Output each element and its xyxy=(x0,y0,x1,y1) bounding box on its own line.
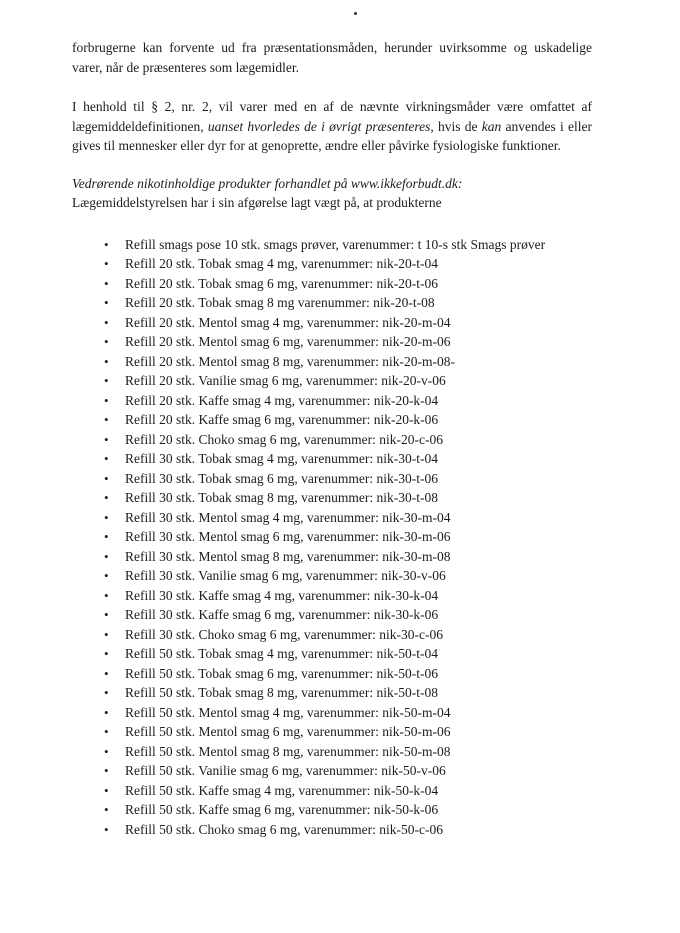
bullet-icon: • xyxy=(104,646,109,661)
product-list-item xyxy=(104,508,592,528)
product-text: Refill 30 stk. Vanilie smag 6 mg, varenummer: nik-30-v-06 xyxy=(125,568,446,583)
bullet-icon: • xyxy=(104,685,109,700)
bullet-icon: • xyxy=(104,256,109,271)
bullet-icon: • xyxy=(104,431,109,447)
bullet-icon: • xyxy=(104,821,109,837)
product-text: Refill 30 stk. Kaffe smag 4 mg, varenummer: nik-30-k-04 xyxy=(125,587,439,603)
bullet-icon: • xyxy=(104,529,109,544)
product-text: Refill 50 stk. Mentol smag 4 mg, varenummer: nik-50-m-04 xyxy=(125,704,451,720)
bullet-icon: • xyxy=(104,665,109,681)
product-list-item xyxy=(104,703,592,723)
bullet-icon: • xyxy=(104,373,109,388)
product-list-item xyxy=(104,235,592,255)
product-text: Refill 50 stk. Mentol smag 8 mg, varenummer: nik-50-m-08 xyxy=(125,743,451,759)
bullet-icon: • xyxy=(104,275,109,291)
product-text: Refill 20 stk. Mentol smag 4 mg, varenummer: nik-20-m-04 xyxy=(125,314,451,330)
paragraph-1: forbrugerne kan forvente ud fra præsentationsmåden, herunder uvirksomme og uskadelige varer, når de præsenteres som lægemidler. xyxy=(72,40,592,75)
bullet-icon: • xyxy=(104,802,109,817)
bullet-icon: • xyxy=(104,412,109,427)
product-list-item xyxy=(104,293,592,313)
product-text: Refill 30 stk. Tobak smag 4 mg, varenummer: nik-30-t-04 xyxy=(125,451,439,466)
product-list-item xyxy=(104,527,592,547)
bullet-icon: • xyxy=(104,451,109,466)
product-text: Refill 50 stk. Kaffe smag 4 mg, varenummer: nik-50-k-04 xyxy=(125,782,439,798)
product-list-item xyxy=(104,683,592,703)
product-list-item xyxy=(104,449,592,469)
document-page xyxy=(72,38,592,839)
product-text: Refill 20 stk. Kaffe smag 6 mg, varenummer: nik-20-k-06 xyxy=(125,412,439,427)
product-list-item xyxy=(104,761,592,781)
bullet-icon: • xyxy=(104,314,109,330)
bullet-icon: • xyxy=(104,607,109,622)
bullet-icon: • xyxy=(104,587,109,603)
bullet-icon: • xyxy=(104,763,109,778)
product-list-item xyxy=(104,313,592,333)
product-list-item xyxy=(104,722,592,742)
bullet-icon: • xyxy=(104,470,109,486)
product-list-item xyxy=(104,800,592,820)
section-intro: Lægemiddelstyrelsen har i sin afgørelse lagt vægt på, at produkterne xyxy=(72,195,442,210)
product-text: Refill 50 stk. Tobak smag 6 mg, varenummer: nik-50-t-06 xyxy=(125,665,439,681)
product-list-item xyxy=(104,547,592,567)
paragraph-2-text-2: , hvis de xyxy=(430,118,482,134)
product-text: Refill 50 stk. Kaffe smag 6 mg, varenummer: nik-50-k-06 xyxy=(125,802,439,817)
product-list-item xyxy=(104,781,592,801)
bullet-icon: • xyxy=(104,236,109,252)
product-list-item xyxy=(104,469,592,489)
product-list-item xyxy=(104,254,592,274)
product-list-item xyxy=(104,430,592,450)
bullet-icon: • xyxy=(104,568,109,583)
product-text: Refill 20 stk. Mentol smag 6 mg, varenummer: nik-20-m-06 xyxy=(125,334,451,349)
product-text: Refill 30 stk. Tobak smag 6 mg, varenummer: nik-30-t-06 xyxy=(125,470,439,486)
bullet-icon: • xyxy=(104,743,109,759)
scan-mark xyxy=(354,12,357,15)
product-list-item xyxy=(104,742,592,762)
product-text: Refill 20 stk. Tobak smag 6 mg, varenummer: nik-20-t-06 xyxy=(125,275,439,291)
paragraph-2-italic-2: kan xyxy=(481,118,502,134)
product-text: Refill 50 stk. Vanilie smag 6 mg, varenummer: nik-50-v-06 xyxy=(125,763,446,778)
product-text: Refill 50 stk. Tobak smag 8 mg, varenummer: nik-50-t-08 xyxy=(125,685,439,700)
paragraph-2 xyxy=(72,97,592,156)
bullet-icon: • xyxy=(104,724,109,739)
bullet-icon: • xyxy=(104,548,109,564)
product-text: Refill 30 stk. Kaffe smag 6 mg, varenummer: nik-30-k-06 xyxy=(125,607,439,622)
product-text: Refill 50 stk. Mentol smag 6 mg, varenummer: nik-50-m-06 xyxy=(125,724,451,739)
product-text: Refill 20 stk. Mentol smag 8 mg, varenummer: nik-20-m-08- xyxy=(125,353,455,369)
product-text: Refill 30 stk. Mentol smag 4 mg, varenummer: nik-30-m-04 xyxy=(125,509,451,525)
product-list-item xyxy=(104,586,592,606)
bullet-icon: • xyxy=(104,353,109,369)
bullet-icon: • xyxy=(104,490,109,505)
product-text: Refill 50 stk. Tobak smag 4 mg, varenummer: nik-50-t-04 xyxy=(125,646,439,661)
product-list-item xyxy=(104,644,592,664)
product-list-item xyxy=(104,488,592,508)
product-text: Refill 20 stk. Kaffe smag 4 mg, varenummer: nik-20-k-04 xyxy=(125,392,439,408)
product-list-item xyxy=(104,352,592,372)
product-list-item xyxy=(104,605,592,625)
product-list-item xyxy=(104,625,592,645)
section-heading: Vedrørende nikotinholdige produkter forhandlet på www.ikkeforbudt.dk: xyxy=(72,175,463,191)
bullet-icon: • xyxy=(104,704,109,720)
product-list-item xyxy=(104,410,592,430)
product-text: Refill 20 stk. Tobak smag 8 mg varenummer: nik-20-t-08 xyxy=(125,295,435,310)
paragraph-2-italic-1: uanset hvorledes de i øvrigt præsenteres xyxy=(207,118,431,134)
product-text: Refill 50 stk. Choko smag 6 mg, varenummer: nik-50-c-06 xyxy=(125,821,443,837)
bullet-icon: • xyxy=(104,782,109,798)
product-list-item xyxy=(104,566,592,586)
product-list-item xyxy=(104,274,592,294)
product-text: Refill 20 stk. Tobak smag 4 mg, varenummer: nik-20-t-04 xyxy=(125,256,439,271)
product-list-item xyxy=(104,820,592,840)
bullet-icon: • xyxy=(104,392,109,408)
product-list-item xyxy=(104,371,592,391)
product-text: Refill smags pose 10 stk. smags prøver, varenummer: t 10-s stk Smags prøver xyxy=(125,236,546,252)
product-text: Refill 30 stk. Tobak smag 8 mg, varenummer: nik-30-t-08 xyxy=(125,490,439,505)
bullet-icon: • xyxy=(104,626,109,642)
product-text: Refill 30 stk. Mentol smag 6 mg, varenummer: nik-30-m-06 xyxy=(125,529,451,544)
product-list-item xyxy=(104,391,592,411)
paragraph-2-text-1: I henhold til § 2, nr. 2, vil varer med en af de nævnte virkningsmåder være omfattet af lægemiddeldefinitionen, xyxy=(72,99,592,134)
product-text: Refill 20 stk. Vanilie smag 6 mg, varenummer: nik-20-v-06 xyxy=(125,373,446,388)
paragraph-2-text-3: anvendes i eller gives til mennesker eller dyr for at genoprette, ændre eller påvirke fysiologiske funktioner. xyxy=(72,118,592,153)
bullet-icon: • xyxy=(104,509,109,525)
bullet-icon: • xyxy=(104,295,109,310)
bullet-icon: • xyxy=(104,334,109,349)
product-list-item xyxy=(104,664,592,684)
product-list-item xyxy=(104,332,592,352)
product-list xyxy=(72,235,592,840)
product-text: Refill 20 stk. Choko smag 6 mg, varenummer: nik-20-c-06 xyxy=(125,431,443,447)
product-text: Refill 30 stk. Choko smag 6 mg, varenummer: nik-30-c-06 xyxy=(125,626,443,642)
product-text: Refill 30 stk. Mentol smag 8 mg, varenummer: nik-30-m-08 xyxy=(125,548,451,564)
